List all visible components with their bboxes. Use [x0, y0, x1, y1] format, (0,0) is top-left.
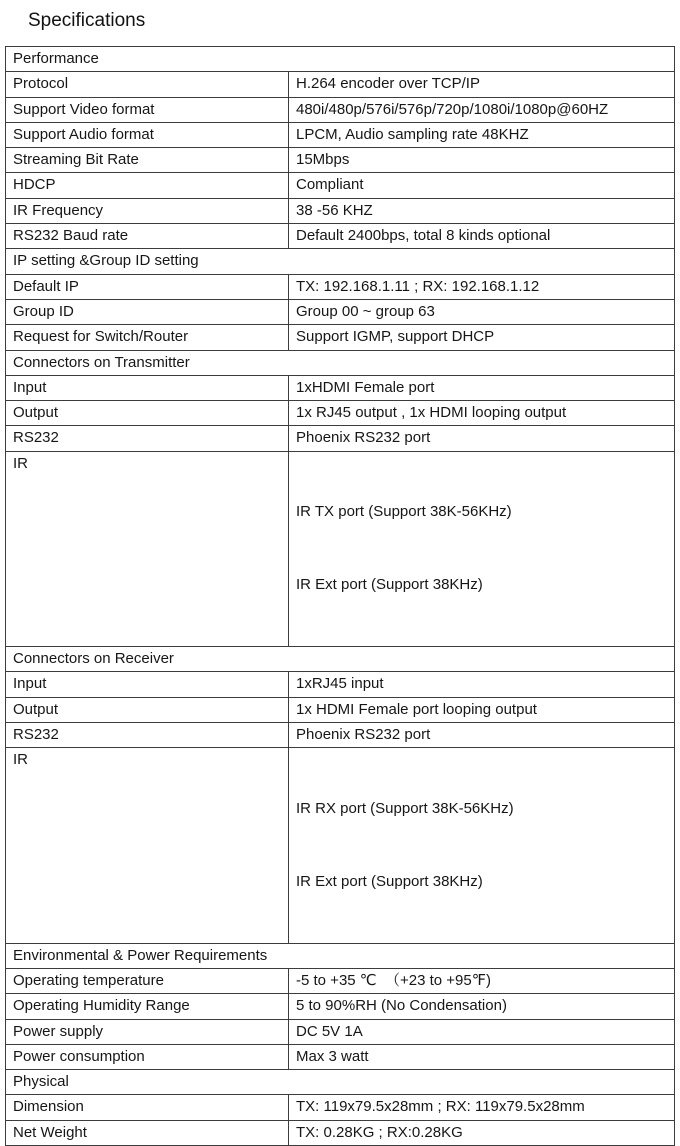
row-operating-temp [6, 968, 675, 993]
spec-label: Input [6, 375, 289, 400]
spec-value: 5 to 90%RH (No Condensation) [289, 994, 675, 1019]
spec-label: Power supply [6, 1019, 289, 1044]
section-connectors-receiver [6, 647, 675, 672]
row-bit-rate [6, 148, 675, 173]
spec-label: Protocol [6, 72, 289, 97]
row-tx-output [6, 401, 675, 426]
spec-label: Power consumption [6, 1044, 289, 1069]
spec-value: H.264 encoder over TCP/IP [289, 72, 675, 97]
row-video-format [6, 97, 675, 122]
section-header: Performance [6, 47, 675, 72]
spec-label: RS232 [6, 426, 289, 451]
spec-label: IR [6, 748, 289, 943]
spec-label: Request for Switch/Router [6, 325, 289, 350]
spec-label: IR Frequency [6, 198, 289, 223]
section-header: Connectors on Transmitter [6, 350, 675, 375]
section-environmental-power [6, 943, 675, 968]
spec-table [5, 46, 675, 1146]
section-header: Physical [6, 1070, 675, 1095]
spec-value: 38 -56 KHZ [289, 198, 675, 223]
row-hdcp [6, 173, 675, 198]
row-humidity [6, 994, 675, 1019]
row-rx-rs232 [6, 723, 675, 748]
spec-value: 480i/480p/576i/576p/720p/1080i/1080p@60HZ [289, 97, 675, 122]
spec-value-line: IR Ext port (Support 38KHz) [296, 576, 483, 594]
spec-value: Phoenix RS232 port [289, 426, 675, 451]
spec-value: 15Mbps [289, 148, 675, 173]
spec-value-line: IR TX port (Support 38K-56KHz) [296, 503, 512, 521]
spec-value: DC 5V 1A [289, 1019, 675, 1044]
row-net-weight [6, 1120, 675, 1145]
row-dimension [6, 1095, 675, 1120]
section-physical [6, 1070, 675, 1095]
row-rx-ir [6, 748, 675, 943]
section-connectors-transmitter [6, 350, 675, 375]
section-performance [6, 47, 675, 72]
spec-label: RS232 [6, 723, 289, 748]
spec-value: Support IGMP, support DHCP [289, 325, 675, 350]
spec-label: Default IP [6, 274, 289, 299]
spec-label: Support Video format [6, 97, 289, 122]
spec-value: Compliant [289, 173, 675, 198]
spec-label: Operating Humidity Range [6, 994, 289, 1019]
row-ir-frequency [6, 198, 675, 223]
spec-value: TX: 0.28KG ; RX:0.28KG [289, 1120, 675, 1145]
row-rx-input [6, 672, 675, 697]
spec-value: TX: 119x79.5x28mm ; RX: 119x79.5x28mm [289, 1095, 675, 1120]
row-tx-input [6, 375, 675, 400]
row-power-consumption [6, 1044, 675, 1069]
spec-label: HDCP [6, 173, 289, 198]
spec-value-line: IR RX port (Support 38K-56KHz) [296, 799, 514, 817]
row-group-id [6, 299, 675, 324]
section-header: Environmental & Power Requirements [6, 943, 675, 968]
spec-value: 1xRJ45 input [289, 672, 675, 697]
spec-value: Group 00 ~ group 63 [289, 299, 675, 324]
spec-value: Phoenix RS232 port [289, 723, 675, 748]
row-rs232-baud [6, 224, 675, 249]
spec-value-line: IR Ext port (Support 38KHz) [296, 872, 483, 890]
spec-label: Input [6, 672, 289, 697]
spec-label: Net Weight [6, 1120, 289, 1145]
section-header: Connectors on Receiver [6, 647, 675, 672]
row-tx-ir [6, 451, 675, 646]
row-rx-output [6, 697, 675, 722]
row-power-supply [6, 1019, 675, 1044]
spec-label: IR [6, 451, 289, 646]
row-tx-rs232 [6, 426, 675, 451]
spec-value: 1xHDMI Female port [289, 375, 675, 400]
spec-label: Support Audio format [6, 122, 289, 147]
spec-label: Operating temperature [6, 968, 289, 993]
spec-label: Streaming Bit Rate [6, 148, 289, 173]
section-header: IP setting &Group ID setting [6, 249, 675, 274]
spec-label: Output [6, 697, 289, 722]
spec-label: Group ID [6, 299, 289, 324]
spec-value: 1x HDMI Female port looping output [289, 697, 675, 722]
spec-value: -5 to +35 ℃ （+23 to +95℉) [289, 968, 675, 993]
page-title: Specifications [28, 10, 146, 31]
row-protocol [6, 72, 675, 97]
section-ip-group-id [6, 249, 675, 274]
row-default-ip [6, 274, 675, 299]
row-audio-format [6, 122, 675, 147]
spec-value: LPCM, Audio sampling rate 48KHZ [289, 122, 675, 147]
spec-label: Dimension [6, 1095, 289, 1120]
spec-value: Max 3 watt [289, 1044, 675, 1069]
spec-value: TX: 192.168.1.11 ; RX: 192.168.1.12 [289, 274, 675, 299]
spec-value [289, 451, 675, 646]
spec-value: Default 2400bps, total 8 kinds optional [289, 224, 675, 249]
spec-value: 1x RJ45 output , 1x HDMI looping output [289, 401, 675, 426]
spec-label: Output [6, 401, 289, 426]
row-switch-router [6, 325, 675, 350]
spec-label: RS232 Baud rate [6, 224, 289, 249]
spec-value [289, 748, 675, 943]
